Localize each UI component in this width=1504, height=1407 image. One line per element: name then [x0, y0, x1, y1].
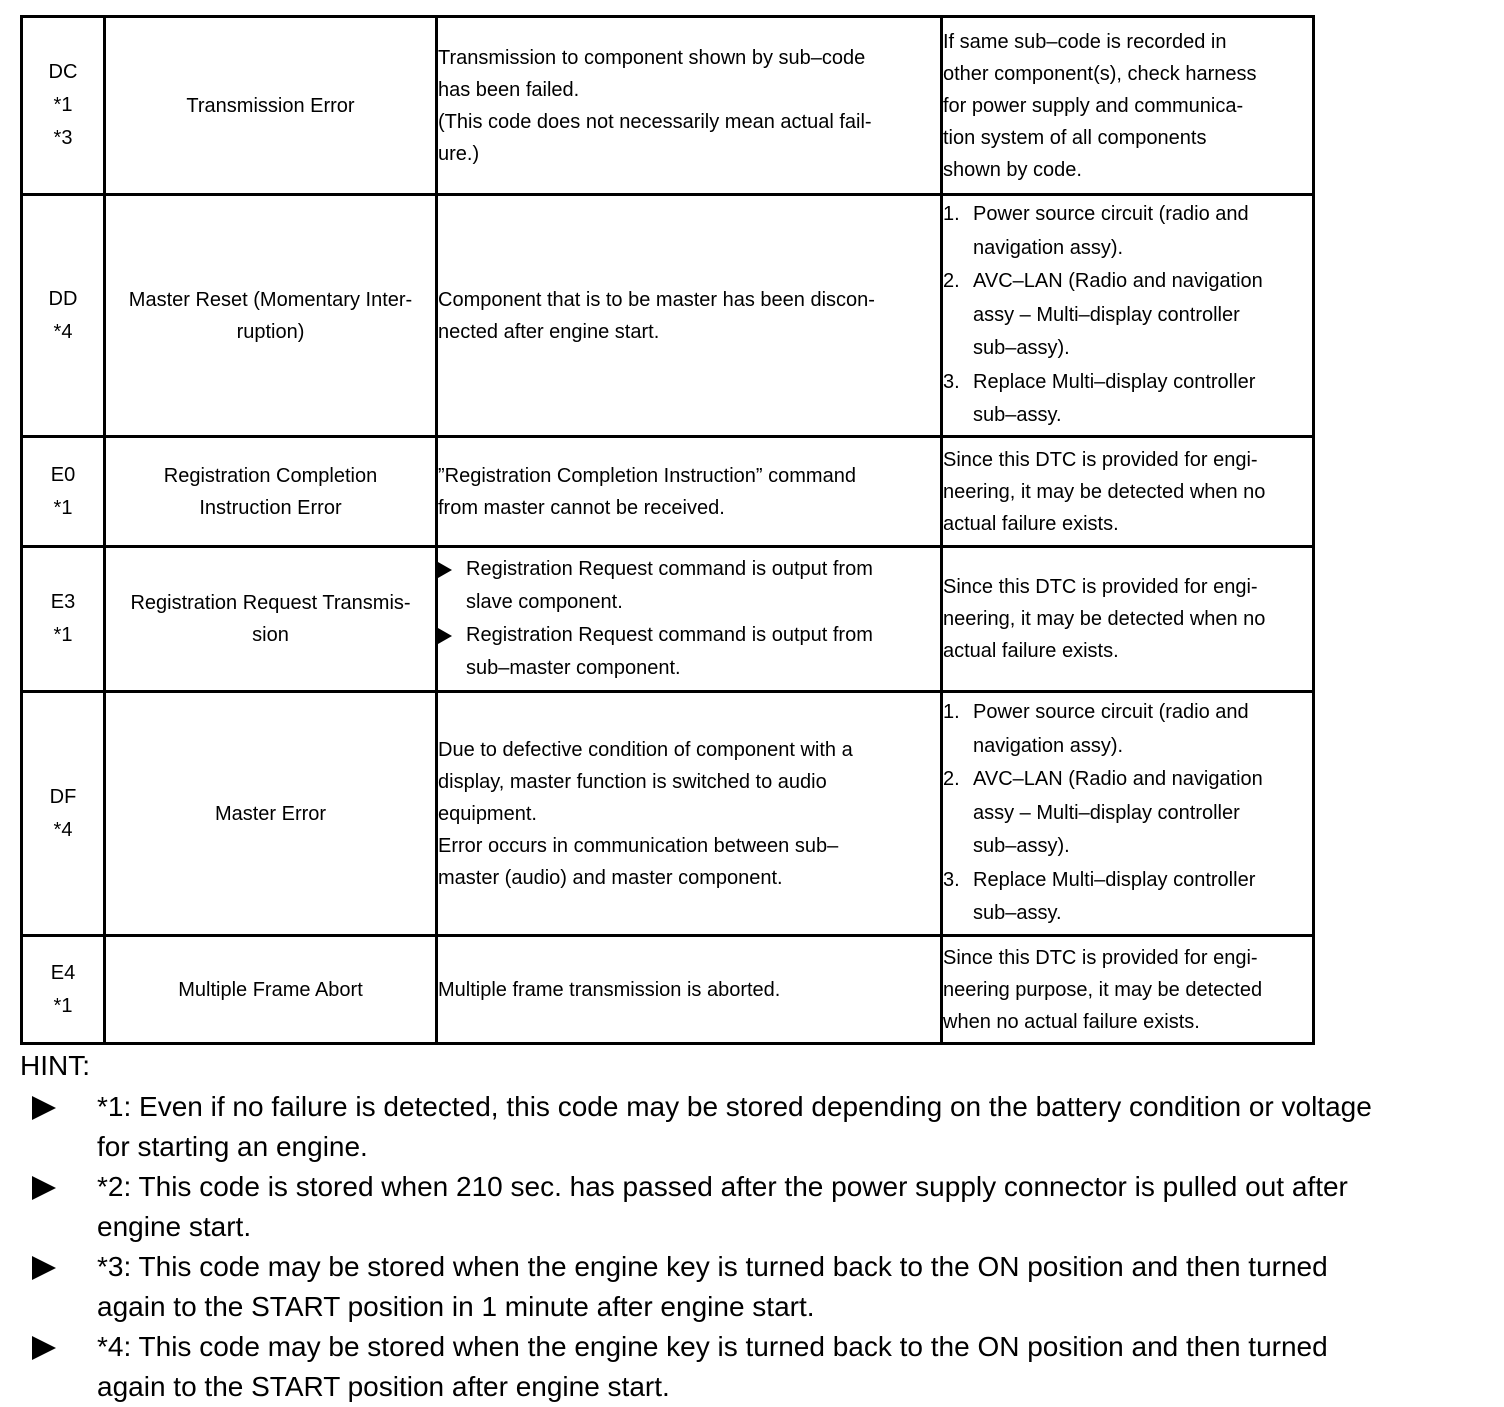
dtc-name: Multiple Frame Abort	[105, 936, 437, 1044]
dtc-action: Since this DTC is provided for engi- neering purpose, it may be detected when no actual failure exists.	[942, 936, 1314, 1044]
hint-list	[32, 1087, 1472, 1407]
dtc-code: DD *4	[22, 195, 105, 437]
dtc-description: Multiple frame transmission is aborted.	[437, 936, 942, 1044]
list-item: Registration Request command is output from slave component.	[438, 553, 940, 619]
repair-steps	[943, 696, 1312, 931]
hint-title: HINT:	[20, 1050, 90, 1081]
dtc-action	[942, 692, 1314, 936]
table-row	[22, 547, 1314, 692]
table-row	[22, 195, 1314, 437]
dtc-name: Transmission Error	[105, 17, 437, 195]
triangle-bullet-icon	[438, 562, 466, 578]
dtc-description: Due to defective condition of component with a display, master function is switched to audio equipment. Error occurs in communication between sub– master (audio) and master component.	[437, 692, 942, 936]
dtc-name: Registration Completion Instruction Error	[105, 437, 437, 547]
dtc-action: Since this DTC is provided for engi- neering, it may be detected when no actual failure exists.	[942, 547, 1314, 692]
dtc-description: Component that is to be master has been discon- nected after engine start.	[437, 195, 942, 437]
dtc-name: Master Error	[105, 692, 437, 936]
hint-item: *2: This code is stored when 210 sec. has passed after the power supply connector is pulled out after engine start.	[32, 1167, 1472, 1247]
dtc-description: ”Registration Completion Instruction” command from master cannot be received.	[437, 437, 942, 547]
dtc-code: E3 *1	[22, 547, 105, 692]
dtc-code: DC *1 *3	[22, 17, 105, 195]
list-item: 3. Replace Multi–display controller sub–assy.	[943, 868, 1256, 925]
hint-item: *4: This code may be stored when the engine key is turned back to the ON position and then turned again to the START position after engine start.	[32, 1327, 1472, 1407]
triangle-bullet-icon	[32, 1167, 97, 1247]
hint-item: *1: Even if no failure is detected, this code may be stored depending on the battery condition or voltage for starting an engine.	[32, 1087, 1472, 1167]
dtc-code: DF *4	[22, 692, 105, 936]
dtc-name: Registration Request Transmis- sion	[105, 547, 437, 692]
dtc-action	[942, 195, 1314, 437]
dtc-table	[20, 15, 1315, 1045]
table-row	[22, 437, 1314, 547]
table-row	[22, 936, 1314, 1044]
dtc-code: E4 *1	[22, 936, 105, 1044]
list-item: 1. Power source circuit (radio and navigation assy).	[943, 203, 1249, 259]
table-row	[22, 17, 1314, 195]
list-item: 2. AVC–LAN (Radio and navigation assy – Multi–display controller sub–assy).	[943, 270, 1263, 360]
table-row	[22, 692, 1314, 936]
hint-item: *3: This code may be stored when the engine key is turned back to the ON position and then turned again to the START position in 1 minute after engine start.	[32, 1247, 1472, 1327]
list-item: 3. Replace Multi–display controller sub–assy.	[943, 370, 1256, 427]
dtc-action: Since this DTC is provided for engi- neering, it may be detected when no actual failure exists.	[942, 437, 1314, 547]
dtc-description: Transmission to component shown by sub–code has been failed. (This code does not necessarily mean actual fail- ure.)	[437, 17, 942, 195]
list-item: Registration Request command is output from sub–master component.	[438, 619, 940, 685]
triangle-bullet-icon	[32, 1087, 97, 1167]
triangle-bullet-icon	[32, 1327, 97, 1407]
list-item: 2. AVC–LAN (Radio and navigation assy – Multi–display controller sub–assy).	[943, 768, 1263, 858]
triangle-bullet-icon	[32, 1247, 97, 1327]
dtc-code: E0 *1	[22, 437, 105, 547]
repair-steps	[943, 198, 1312, 433]
dtc-description	[437, 547, 942, 692]
triangle-bullet-icon	[438, 628, 466, 644]
dtc-name: Master Reset (Momentary Inter- ruption)	[105, 195, 437, 437]
list-item: 1. Power source circuit (radio and navigation assy).	[943, 701, 1249, 757]
dtc-action: If same sub–code is recorded in other component(s), check harness for power supply and communica- tion system of all components shown by code.	[942, 17, 1314, 195]
